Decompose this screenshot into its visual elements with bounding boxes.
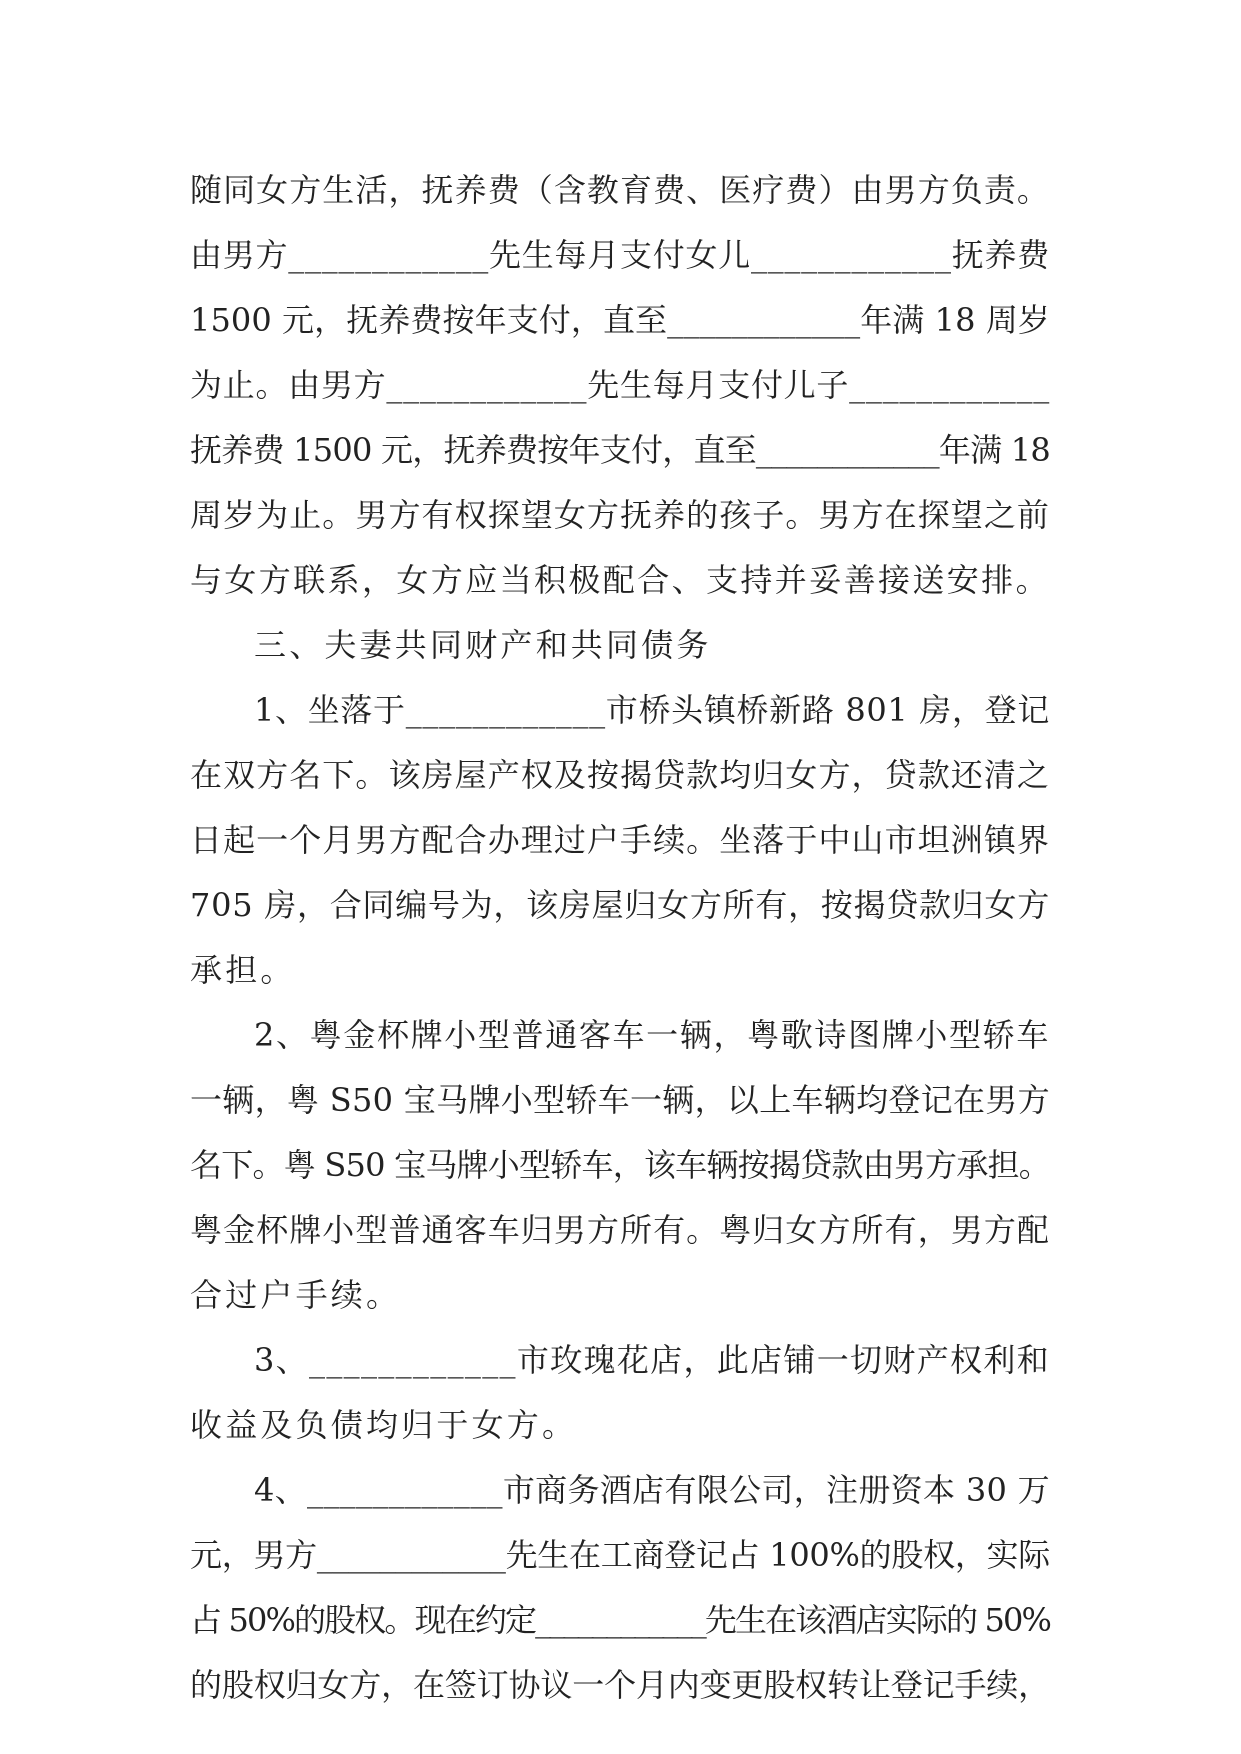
text-line: 三、夫妻共同财产和共同债务 (254, 626, 712, 664)
text-line: 705 房，合同编号为，该房屋归女方所有，按揭贷款归女方 (190, 886, 1050, 924)
text-line: 抚养费 1500 元，抚养费按年支付，直至____________年满 18 (190, 431, 1050, 469)
text-line: 在双方名下。该房屋产权及按揭贷款均归女方，贷款还清之 (190, 756, 1050, 794)
text-line: 4、____________市商务酒店有限公司，注册资本 30 万 (254, 1471, 1050, 1509)
text-line: 随同女方生活，抚养费（含教育费、医疗费）由男方负责。 (190, 171, 1050, 209)
text-line: 为止。由男方____________先生每月支付儿子____________ (190, 366, 1050, 404)
text-line: 由男方____________先生每月支付女儿____________抚养费 (190, 236, 1050, 274)
text-line: 占 50%的股权。现在约定____________先生在该酒店实际的 50% (190, 1601, 1050, 1639)
text-line: 2、粤金杯牌小型普通客车一辆，粤歌诗图牌小型轿车 (254, 1016, 1050, 1054)
text-line: 收益及负债均归于女方。 (190, 1406, 578, 1444)
document-body (190, 158, 1050, 1718)
text-line: 的股权归女方，在签订协议一个月内变更股权转让登记手续， (190, 1666, 1050, 1704)
text-line: 一辆，粤 S50 宝马牌小型轿车一辆，以上车辆均登记在男方 (190, 1081, 1050, 1119)
text-line: 周岁为止。男方有权探望女方抚养的孩子。男方在探望之前 (190, 496, 1050, 534)
text-line: 粤金杯牌小型普通客车归男方所有。粤归女方所有，男方配 (190, 1211, 1050, 1249)
text-line: 1、坐落于____________市桥头镇桥新路 801 房，登记 (254, 691, 1050, 729)
text-line: 名下。粤 S50 宝马牌小型轿车，该车辆按揭贷款由男方承担。 (190, 1146, 1050, 1184)
text-line: 与女方联系，女方应当积极配合、支持并妥善接送安排。 (190, 561, 1050, 599)
text-line: 1500 元，抚养费按年支付，直至____________年满 18 周岁 (190, 301, 1050, 339)
text-line: 元，男方____________先生在工商登记占 100%的股权，实际 (190, 1536, 1050, 1574)
text-line: 日起一个月男方配合办理过户手续。坐落于中山市坦洲镇界 (190, 821, 1050, 859)
text-line: 承担。 (190, 951, 296, 989)
text-line: 3、____________市玫瑰花店，此店铺一切财产权利和 (254, 1341, 1050, 1379)
text-line: 合过户手续。 (190, 1276, 402, 1314)
